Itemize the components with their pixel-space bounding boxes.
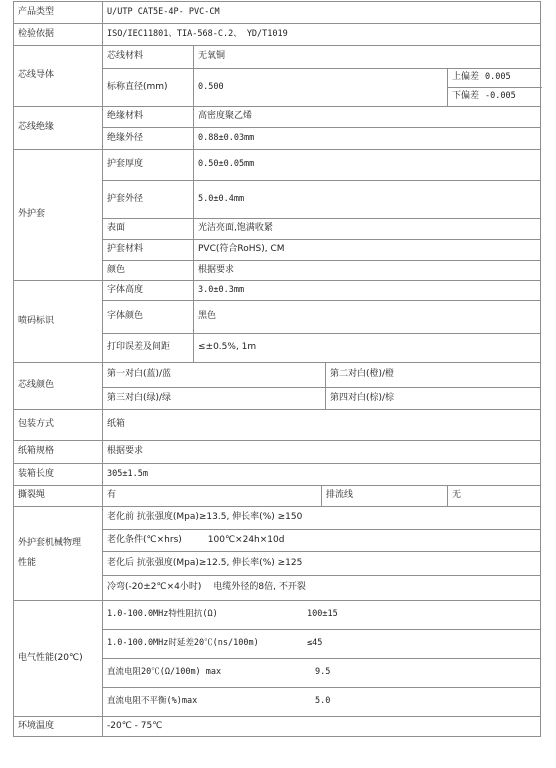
ripcord-label: 撕裂绳 bbox=[14, 486, 103, 507]
packaging-value: 纸箱 bbox=[103, 410, 541, 441]
mech-after-aging: 老化后 抗张强度(Mpa)≥12.5, 伸长率(%) ≥125 bbox=[103, 552, 541, 576]
impedance-label: 1.0-100.0MHz特性阻抗(Ω) bbox=[107, 609, 218, 620]
mechanical-label-line-1: 外护套机械物理 bbox=[18, 537, 82, 548]
jacket-surface-label: 表面 bbox=[103, 219, 194, 240]
insulation-od-label: 绝缘外径 bbox=[103, 128, 194, 150]
length-label: 装箱长度 bbox=[14, 464, 103, 486]
jacket-color-label: 颜色 bbox=[103, 261, 194, 281]
jacket-color-value: 根据要求 bbox=[194, 261, 541, 281]
mechanical-label-line-2: 性能 bbox=[18, 557, 37, 568]
cold-bend-label: 冷弯(-20±2℃×4小时) bbox=[107, 582, 202, 593]
row-insulation-material bbox=[14, 107, 541, 128]
jacket-material-label: 护套材料 bbox=[103, 240, 194, 261]
conductor-diameter-label: 标称直径(mm) bbox=[103, 69, 194, 107]
elec-unbalance bbox=[103, 688, 541, 717]
conductor-material-value: 无氧铜 bbox=[194, 46, 541, 69]
insulation-label: 芯线绝缘 bbox=[14, 107, 103, 150]
row-packaging bbox=[14, 410, 541, 441]
insulation-od-value: 0.88±0.03mm bbox=[194, 128, 541, 150]
length-value: 305±1.5m bbox=[103, 464, 541, 486]
jacket-thickness-value: 0.50±0.05mm bbox=[194, 150, 541, 181]
row-ripcord bbox=[14, 486, 541, 507]
conductor-label: 芯线导体 bbox=[14, 46, 103, 107]
row-core-color-1 bbox=[14, 363, 541, 388]
row-jacket-thickness bbox=[14, 150, 541, 181]
mech-aging-condition bbox=[103, 530, 541, 552]
print-height-value: 3.0±0.3mm bbox=[194, 281, 541, 301]
conductor-diameter-value: 0.500 bbox=[194, 69, 448, 107]
electrical-label: 电气性能(20℃) bbox=[14, 601, 103, 717]
elec-delay bbox=[103, 630, 541, 659]
core-color-label: 芯线颜色 bbox=[14, 363, 103, 410]
jacket-label: 外护套 bbox=[14, 150, 103, 281]
print-error-value: ≤±0.5%, 1m bbox=[194, 334, 541, 363]
product-type-value: U/UTP CAT5E-4P- PVC-CM bbox=[103, 2, 541, 24]
elec-impedance bbox=[103, 601, 541, 630]
aging-condition-label: 老化条件(℃×hrs) bbox=[107, 534, 182, 545]
mech-cold-bend bbox=[103, 576, 541, 601]
carton-spec-label: 纸箱规格 bbox=[14, 441, 103, 464]
drain-wire-value: 无 bbox=[448, 486, 541, 507]
mechanical-label bbox=[14, 507, 103, 601]
printing-label: 喷码标识 bbox=[14, 281, 103, 363]
conductor-upper-deviation bbox=[448, 69, 541, 88]
test-basis-label: 检验依据 bbox=[14, 24, 103, 46]
row-elec-impedance bbox=[14, 601, 541, 630]
delay-label: 1.0-100.0MHz时延差20℃(ns/100m) bbox=[107, 638, 259, 649]
jacket-thickness-label: 护套厚度 bbox=[103, 150, 194, 181]
packaging-label: 包装方式 bbox=[14, 410, 103, 441]
mech-before-aging: 老化前 抗张强度(Mpa)≥13.5, 伸长率(%) ≥150 bbox=[103, 507, 541, 530]
core-color-pair-1: 第一对白(蓝)/蓝 bbox=[103, 363, 326, 388]
print-color-value: 黑色 bbox=[194, 301, 541, 334]
insulation-material-label: 绝缘材料 bbox=[103, 107, 194, 128]
core-color-pair-4: 第四对白(棕)/棕 bbox=[326, 388, 541, 410]
print-color-label: 字体颜色 bbox=[103, 301, 194, 334]
impedance-value: 100±15 bbox=[307, 609, 338, 620]
drain-wire-label: 排流线 bbox=[322, 486, 448, 507]
print-error-label: 打印误差及间距 bbox=[103, 334, 194, 363]
resistance-value: 9.5 bbox=[315, 667, 331, 678]
carton-spec-value: 根据要求 bbox=[103, 441, 541, 464]
lower-deviation-label: 下偏差 bbox=[452, 91, 480, 102]
jacket-od-label: 护套外径 bbox=[103, 181, 194, 219]
row-carton-spec bbox=[14, 441, 541, 464]
unbalance-value: 5.0 bbox=[315, 696, 331, 707]
row-print-height bbox=[14, 281, 541, 301]
print-height-label: 字体高度 bbox=[103, 281, 194, 301]
elec-resistance bbox=[103, 659, 541, 688]
ripcord-value: 有 bbox=[103, 486, 322, 507]
delay-value: ≤45 bbox=[307, 638, 323, 649]
core-color-pair-2: 第二对白(橙)/橙 bbox=[326, 363, 541, 388]
lower-deviation-value: -0.005 bbox=[485, 91, 516, 102]
product-type-label: 产品类型 bbox=[14, 2, 103, 24]
row-product-type bbox=[14, 2, 541, 24]
ambient-temp-value: -20℃ - 75℃ bbox=[103, 717, 541, 737]
conductor-lower-deviation bbox=[448, 88, 541, 107]
row-mech-before-aging bbox=[14, 507, 541, 530]
test-basis-value: ISO/IEC11801、TIA-568-C.2、 YD/T1019 bbox=[103, 24, 541, 46]
core-color-pair-3: 第三对白(绿)/绿 bbox=[103, 388, 326, 410]
row-test-basis bbox=[14, 24, 541, 46]
upper-deviation-value: 0.005 bbox=[485, 72, 511, 83]
resistance-label: 直流电阻20℃(Ω/100m) max bbox=[107, 667, 222, 678]
ambient-temp-label: 环境温度 bbox=[14, 717, 103, 737]
jacket-surface-value: 光洁亮面,饱满收紧 bbox=[194, 219, 541, 240]
insulation-material-value: 高密度聚乙烯 bbox=[194, 107, 541, 128]
jacket-od-value: 5.0±0.4mm bbox=[194, 181, 541, 219]
upper-deviation-label: 上偏差 bbox=[452, 72, 480, 83]
row-length bbox=[14, 464, 541, 486]
unbalance-label: 直流电阻不平衡(%)max bbox=[107, 696, 198, 707]
conductor-material-label: 芯线材料 bbox=[103, 46, 194, 69]
spec-table bbox=[13, 1, 541, 737]
row-conductor-material bbox=[14, 46, 541, 69]
jacket-material-value: PVC(符合RoHS), CM bbox=[194, 240, 541, 261]
cold-bend-value: 电缆外径的8倍, 不开裂 bbox=[213, 582, 306, 593]
row-ambient-temp bbox=[14, 717, 541, 737]
aging-condition-value: 100℃×24h×10d bbox=[207, 534, 285, 545]
